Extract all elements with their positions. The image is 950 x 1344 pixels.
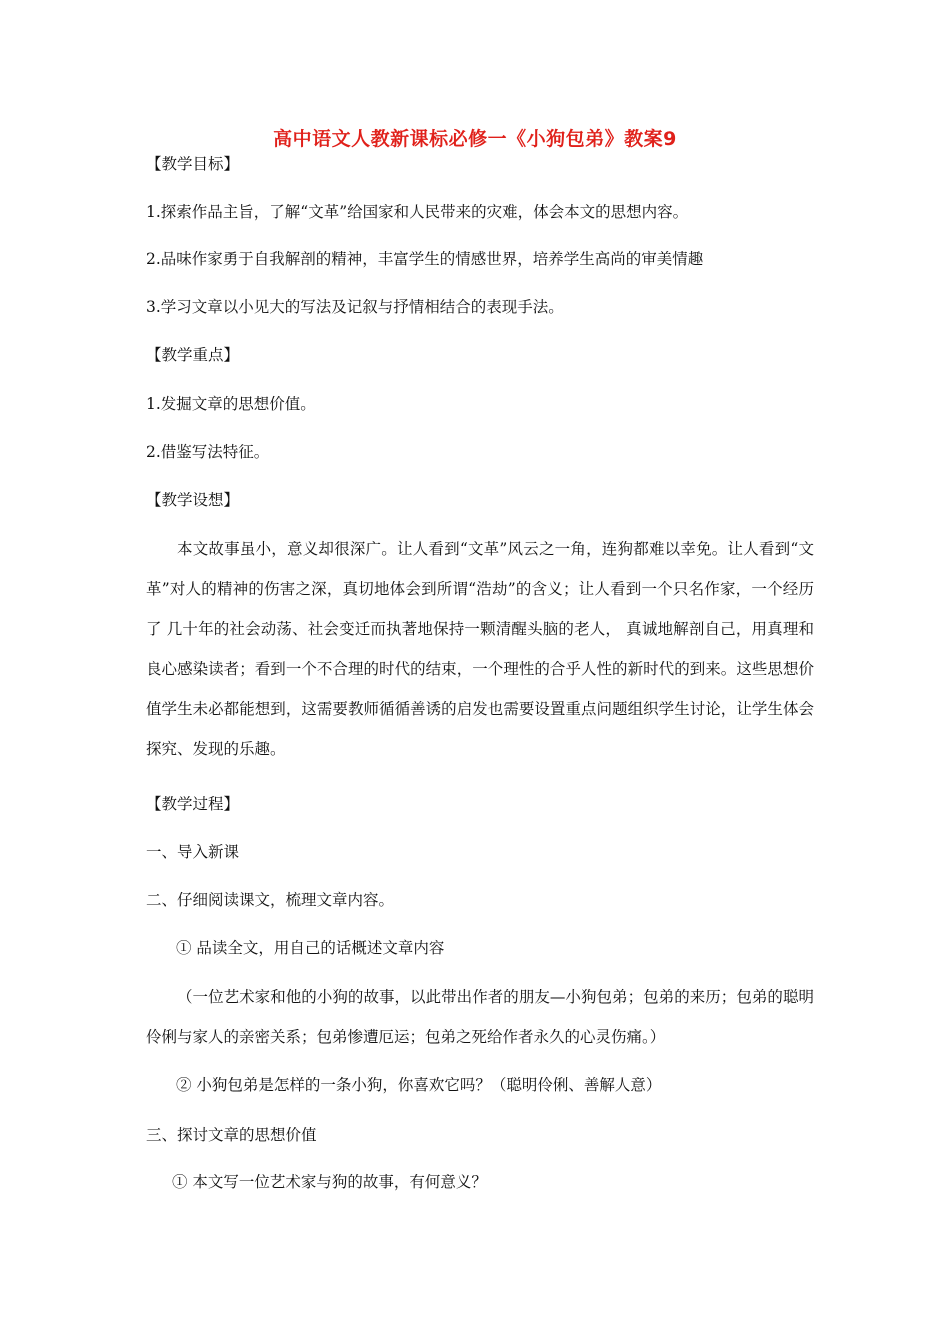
step-2: 二、仔细阅读课文，梳理文章内容。 [146, 891, 395, 909]
objectives-heading: 【教学目标】 [146, 155, 240, 173]
step-3: 三、探讨文章的思想价值 [146, 1126, 317, 1144]
keypoint-item-2: 2.借鉴写法特征。 [146, 443, 270, 461]
step-1: 一、导入新课 [146, 843, 240, 861]
process-heading: 【教学过程】 [146, 795, 240, 813]
design-paragraph: 本文故事虽小，意义却很深广。让人看到“文革”风云之一角，连狗都难以幸免。让人看到“文革”对人的精神的伤害之深，真切地体会到所谓“浩劫”的含义；让人看到一个只名作家，一个经历了 几十年的社会动荡、社会变迁而执著地保持一颗清醒头脑的老人， 真诚地解剖自己，用真理和良心感染读者；看到一个不合理的时代的结束，一个理性的合乎人性的新时代的到来。这些思想价值学生未必都能想到，这需要教师循循善诱的启发也需要设置重点问题组织学生讨论，让学生体会探究、发现的乐趣。 [146, 540, 814, 758]
keypoint-item-1: 1.发掘文章的思想价值。 [146, 395, 316, 413]
keypoints-heading: 【教学重点】 [146, 346, 240, 364]
objective-item-2: 2.品味作家勇于自我解剖的精神，丰富学生的情感世界，培养学生高尚的审美情趣 [146, 250, 704, 268]
step-2-question-1: ① 品读全文，用自己的话概述文章内容 [176, 939, 445, 957]
objective-item-3: 3.学习文章以小见大的写法及记叙与抒情相结合的表现手法。 [146, 298, 564, 316]
step-2-question-2: ② 小狗包弟是怎样的一条小狗，你喜欢它吗？（聪明伶俐、善解人意） [176, 1076, 662, 1094]
step-3-question-1: ① 本文写一位艺术家与狗的故事，有何意义？ [172, 1173, 487, 1191]
document-title: 高中语文人教新课标必修一《小狗包弟》教案9 [273, 128, 677, 150]
step-2-answer-1: （一位艺术家和他的小狗的故事，以此带出作者的朋友—小狗包弟；包弟的来历；包弟的聪明伶俐与家人的亲密关系；包弟惨遭厄运；包弟之死给作者永久的心灵伤痛。） [146, 988, 814, 1046]
design-heading: 【教学设想】 [146, 491, 240, 509]
objective-item-1: 1.探索作品主旨，了解“文革”给国家和人民带来的灾难，体会本文的思想内容。 [146, 203, 689, 221]
